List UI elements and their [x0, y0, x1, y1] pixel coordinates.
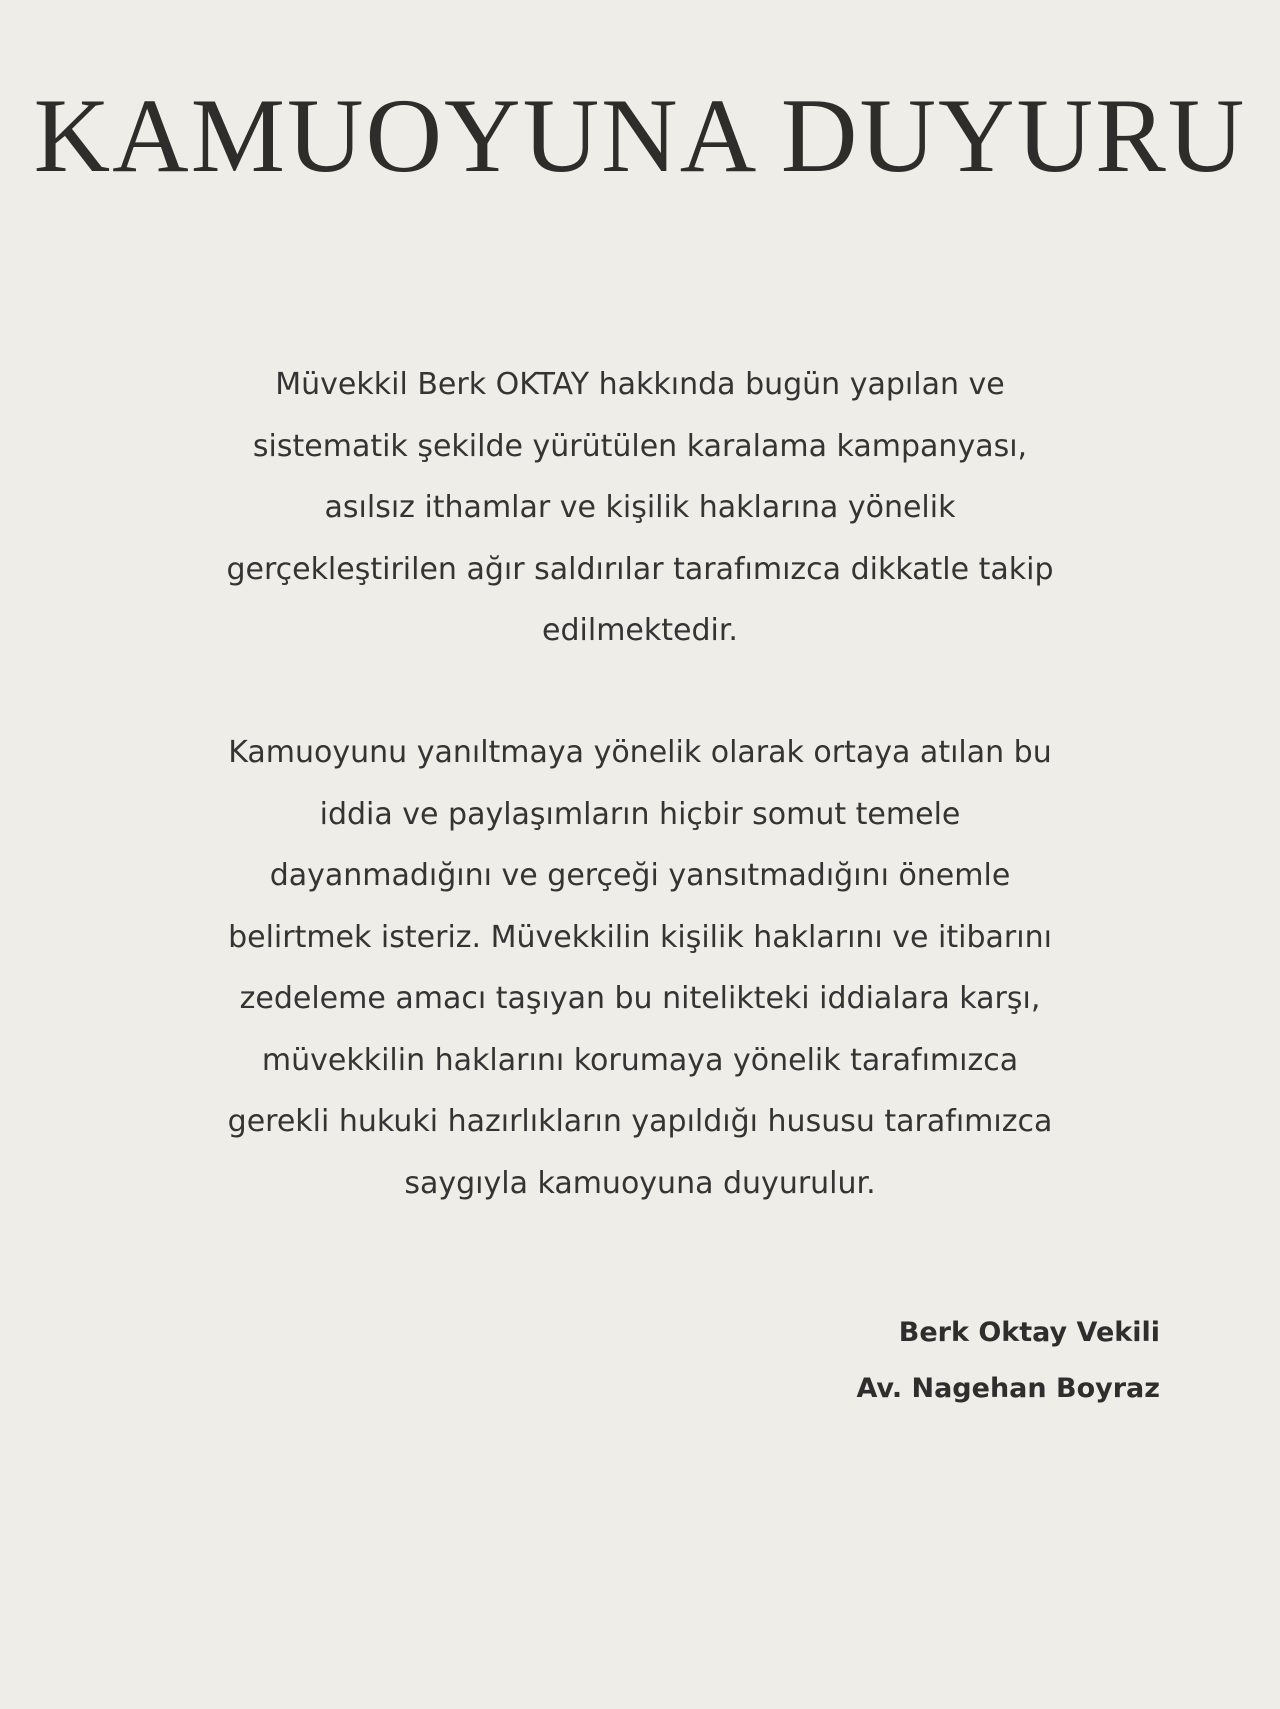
- paragraph-line: gerçekleştirilen ağır saldırılar tarafımızca dikkatle takip: [226, 551, 1054, 587]
- paragraph-line: Müvekkil Berk OKTAY hakkında bugün yapılan ve: [275, 367, 1005, 402]
- paragraph-line: asılsız ithamlar ve kişilik haklarına yönelik: [324, 490, 956, 525]
- paragraph-line: saygıyla kamuoyuna duyurulur.: [404, 1165, 876, 1201]
- paragraph-line: iddia ve paylaşımların hiçbir somut temele: [319, 796, 961, 832]
- paragraph-line: müvekkilin haklarını korumaya yönelik tarafımızca: [261, 1042, 1019, 1078]
- paragraph-line: dayanmadığını ve gerçeği yansıtmadığını önemle: [269, 858, 1011, 893]
- page-title: KAMUOYUNA DUYURU: [33, 77, 1247, 194]
- paragraph-line: belirtmek isteriz. Müvekkilin kişilik haklarını ve itibarını: [228, 919, 1052, 955]
- paragraph-line: Kamuoyunu yanıltmaya yönelik olarak ortaya atılan bu: [228, 735, 1052, 770]
- paragraph-line: sistematik şekilde yürütülen karalama kampanyası,: [252, 428, 1028, 464]
- paragraph-line: gerekli hukuki hazırlıkların yapıldığı hususu tarafımızca: [227, 1104, 1053, 1139]
- paragraph-line: zedeleme amacı taşıyan bu nitelikteki iddialara karşı,: [239, 981, 1041, 1016]
- paragraph-1: [130, 354, 1150, 662]
- paragraph-line: edilmektedir.: [542, 613, 738, 648]
- signature-role: Berk Oktay Vekili: [898, 1317, 1160, 1348]
- paragraph-2: [130, 722, 1150, 1214]
- signature-name: Av. Nagehan Boyraz: [856, 1373, 1160, 1404]
- signature-block: [857, 1305, 1161, 1417]
